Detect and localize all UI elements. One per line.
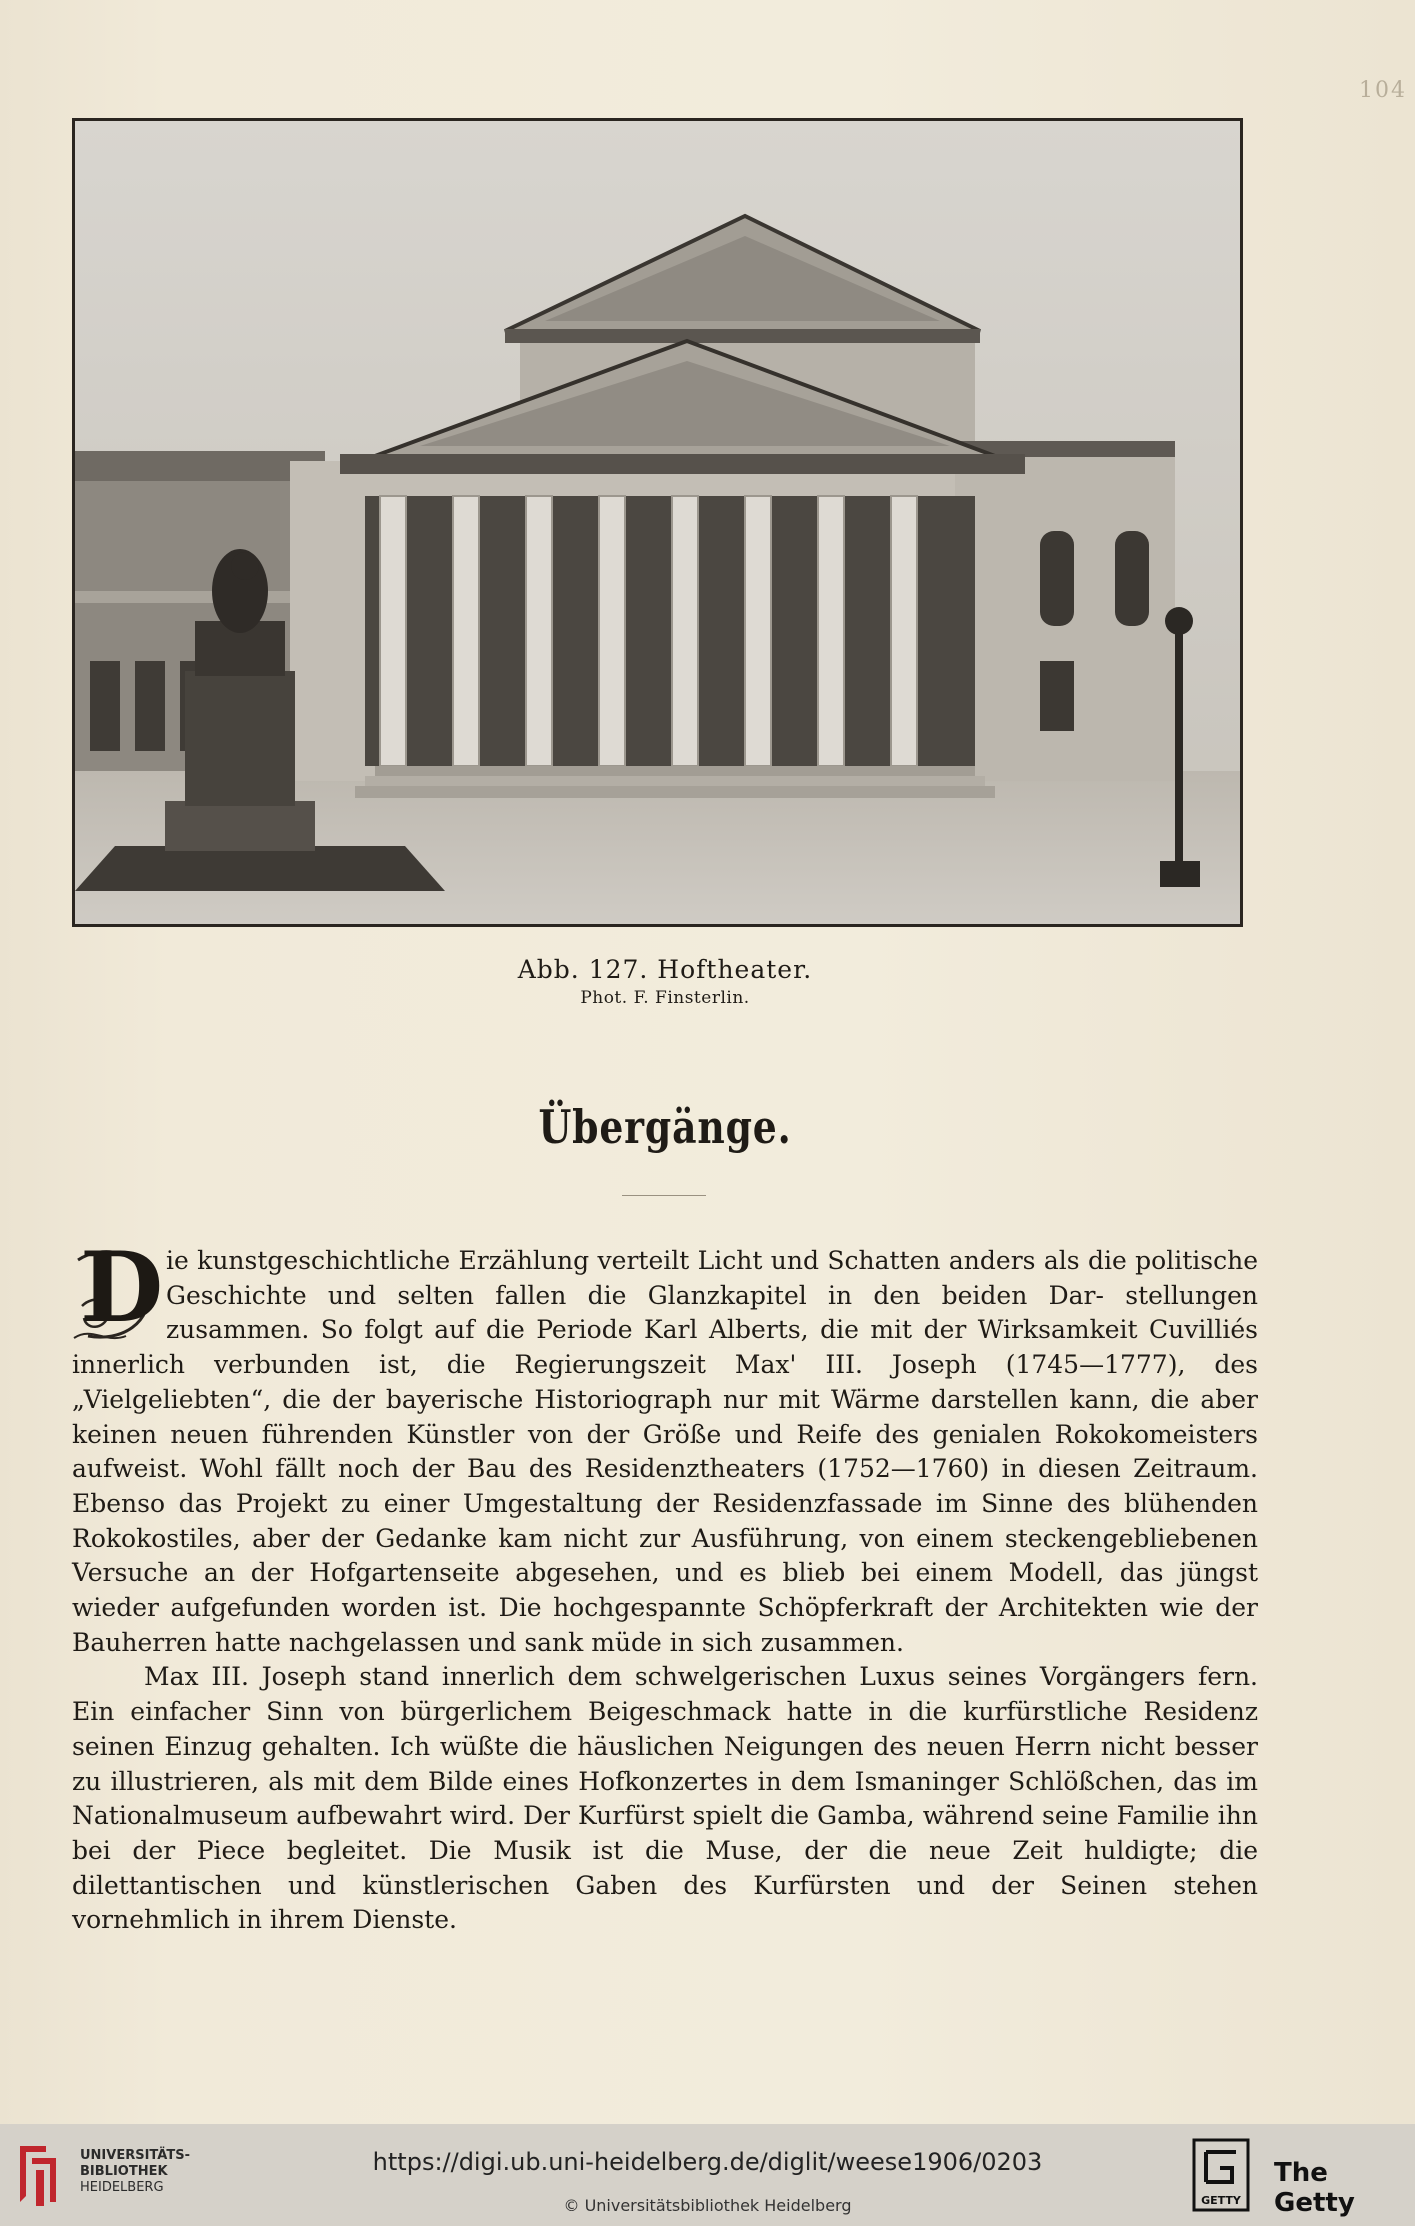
paragraph [72, 1231, 1258, 1660]
photo-hoftheater [72, 118, 1243, 927]
getty-logo-icon [1192, 2138, 1250, 2212]
paragraph: Max III. Joseph stand innerlich dem schwelgerischen Luxus seines Vorgängers fern. Ein einfacher Sinn von bürgerlichem Beigeschmack hatte in die kurfürstliche Residenz seinen Einzug gehalten. Ich wüßte die häuslichen Neigungen des neuen Herrn nicht besser zu illustrieren, als mit dem Bilde eines Hofkonzertes in dem Ismaninger Schlößchen, das im Nationalmuseum aufbewahrt wird. Der Kurfürst spielt die Gamba, während seine Familie ihn bei der Piece begleitet. Die Musik ist die Muse, der die neue Zeit huldigte; die dilettantischen und künstlerischen Gaben des Kurfürsten und der Seinen stehen vornehmlich in ihrem Dienste. [72, 1662, 1258, 1935]
paragraph-text: ie kunstgeschichtliche Erzählung verteilt Licht und Schatten anders als die politische Geschichte und selten fallen die Glanzkapitel in den beiden Dar- stellungen zusammen. So folgt auf die Periode Karl Alberts, die mit der Wirksamkeit Cuvilliés innerlich verbunden ist, die Regierungszeit Max' III. Joseph (1745—1777), des „Vielgeliebten“, die der bayerische Historiograph nur mit Wärme darstellen kann, die aber keinen neuen führenden Künstler von der Größe und Reife des genialen Rokokomeisters aufweist. Wohl fällt noch der Bau des Residenztheaters (1752—1760) in diesen Zeitraum. Ebenso das Projekt zu einer Umgestaltung der Residenzfassade im Sinne des blühenden Rokokostiles, aber der Gedanke kam nicht zur Ausführung, von einem steckengebliebenen Versuche an der Hofgartenseite abgesehen, und es blieb bei einem Modell, das jüngst wieder aufgefunden worden ist. Die hochgespannte Schöpferkraft der Architekten wie der Bauherren hatte nachgelassen und sank müde in sich zusammen. [72, 1246, 1258, 1657]
heading-rule [622, 1195, 706, 1196]
library-name: UNIVERSITÄTS- BIBLIOTHEK HEIDELBERG [80, 2148, 190, 2195]
partner-name: The Getty [1274, 2158, 1355, 2218]
article-body [72, 1231, 1258, 1938]
bleed-through-page-number: 104 [1359, 78, 1407, 103]
copyright-notice: © Universitätsbibliothek Heidelberg [563, 2196, 852, 2215]
permalink-url[interactable]: https://digi.ub.uni-heidelberg.de/diglit/weese1906/0203 [372, 2148, 1043, 2176]
footer-bar [0, 2124, 1415, 2226]
chapter-heading: Übergänge. [538, 1100, 792, 1154]
photo-credit: Phot. F. Finsterlin. [580, 988, 750, 1008]
ornamental-initial: D [72, 1246, 156, 1346]
svg-text:GETTY: GETTY [1201, 2194, 1241, 2207]
figure-caption: Abb. 127. Hoftheater. [517, 955, 813, 984]
